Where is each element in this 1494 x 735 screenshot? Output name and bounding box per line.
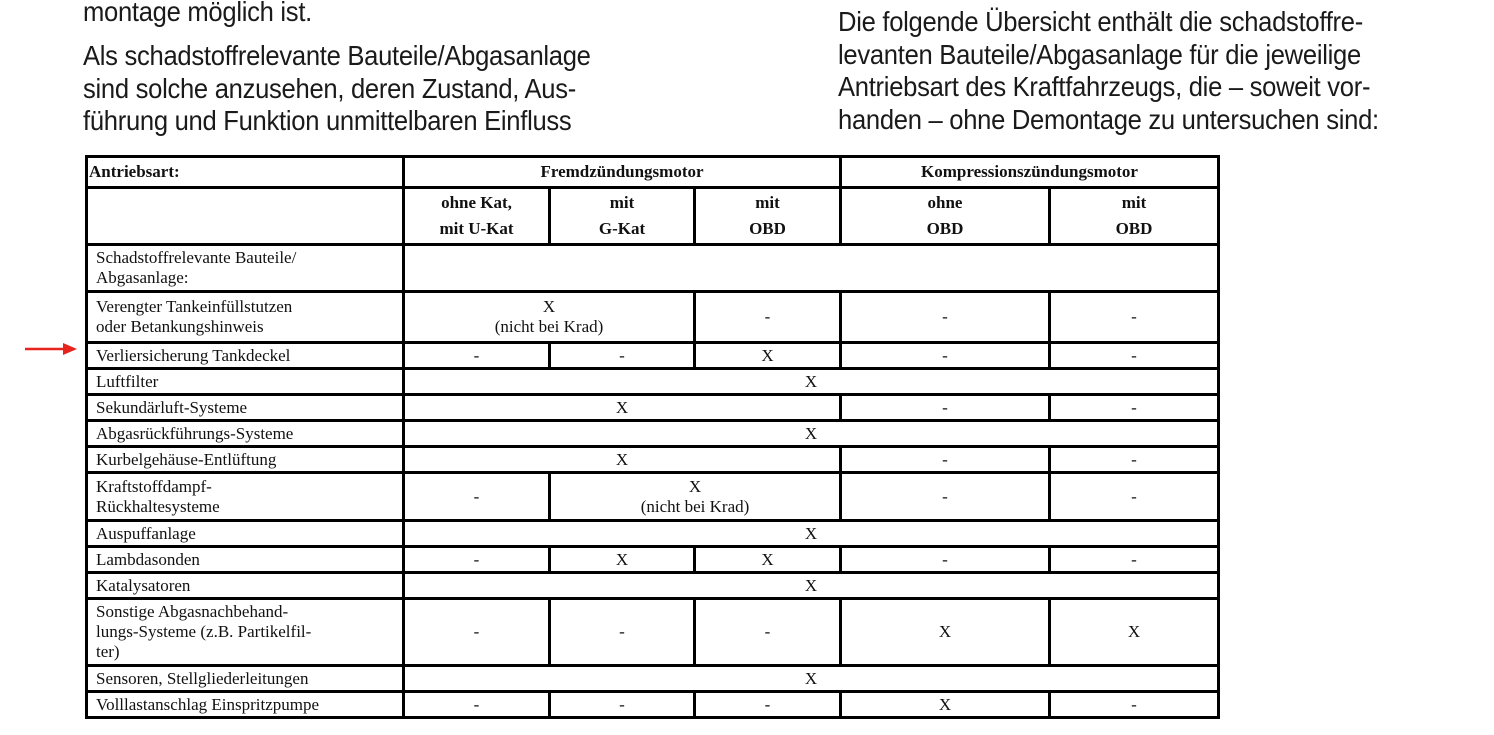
cell-text: X — [938, 622, 952, 641]
table-row — [87, 421, 1219, 447]
table-row — [87, 692, 1219, 718]
cell-text: X — [804, 668, 818, 688]
cell-text: X — [938, 694, 952, 714]
cell-text: - — [942, 486, 948, 506]
cell-text: ter) — [96, 642, 120, 661]
row-label — [87, 666, 404, 692]
value-cell — [841, 599, 1050, 666]
cell-text: Schadstoffrelevante Bauteile/ — [96, 248, 297, 267]
cell-text: - — [619, 345, 625, 365]
value-cell — [550, 599, 695, 666]
value-cell — [841, 447, 1050, 473]
column-header — [695, 188, 841, 245]
value-cell — [404, 343, 550, 369]
cell-text: OBD — [749, 219, 786, 238]
row-label — [87, 292, 404, 343]
cell-text: Sensoren, Stellgliederleitungen — [96, 668, 309, 688]
text-line: levanten Bauteile/Abgasanlage für die jeweilige — [838, 38, 1361, 70]
empty-header — [87, 188, 404, 245]
right-paragraph — [838, 6, 1379, 136]
row-label — [87, 599, 404, 666]
table-row — [87, 395, 1219, 421]
cell-text: X — [804, 575, 818, 595]
cell-text: - — [942, 397, 948, 417]
value-cell — [404, 369, 1219, 395]
cell-text: ohne — [927, 193, 963, 212]
row-label — [87, 395, 404, 421]
cell-text: Lambdasonden — [96, 549, 200, 569]
value-cell — [1050, 343, 1219, 369]
row-label — [87, 421, 404, 447]
value-cell — [841, 292, 1050, 343]
cell-text: Abgasanlage: — [96, 268, 189, 287]
value-cell — [1050, 395, 1219, 421]
cell-text: Verliersicherung Tankdeckel — [96, 345, 291, 365]
cell-text: X — [804, 423, 818, 443]
cell-text: X — [542, 297, 556, 316]
table-row — [87, 521, 1219, 547]
value-cell — [841, 692, 1050, 718]
text-line: Als schadstoffrelevante Bauteile/Abgasanlage — [83, 40, 591, 71]
value-cell — [550, 547, 695, 573]
table-row — [87, 599, 1219, 666]
cell-text: OBD — [1115, 219, 1153, 238]
cell-text: X — [1127, 622, 1141, 641]
row-label — [87, 547, 404, 573]
cell-text: G-Kat — [598, 219, 646, 238]
emission-components-table — [85, 155, 1220, 719]
value-cell — [404, 666, 1219, 692]
cell-text: mit — [609, 193, 635, 212]
group-header — [841, 157, 1219, 188]
cell-text: Luftfilter — [96, 371, 159, 391]
red-arrow-icon — [25, 341, 77, 357]
value-cell — [1050, 447, 1219, 473]
value-cell — [404, 395, 841, 421]
value-cell — [841, 395, 1050, 421]
cell-text: - — [473, 486, 480, 506]
cell-text: - — [942, 549, 948, 569]
table-row — [87, 447, 1219, 473]
value-cell — [404, 521, 1219, 547]
value-cell — [695, 547, 841, 573]
cell-text: Kraftstoffdampf- — [96, 476, 212, 496]
value-cell — [404, 692, 550, 718]
cell-text: - — [1131, 549, 1137, 569]
cell-text: Auspuffanlage — [96, 523, 196, 543]
value-cell — [841, 547, 1050, 573]
cell-text: - — [1131, 486, 1137, 506]
cell-text: Fremdzündungsmotor — [540, 162, 704, 181]
cell-text: Kompressionszündungsmotor — [921, 162, 1138, 181]
cell-text: OBD — [926, 219, 964, 238]
value-cell — [550, 343, 695, 369]
column-header — [550, 188, 695, 245]
table-row — [87, 473, 1219, 521]
value-cell — [404, 599, 550, 666]
value-cell — [404, 573, 1219, 599]
cell-text: X — [615, 397, 629, 417]
column-header — [404, 188, 550, 245]
text-line: führung und Funktion unmittelbaren Einfluss — [83, 105, 572, 136]
value-cell — [695, 343, 841, 369]
value-cell — [1050, 473, 1219, 521]
cell-text: - — [473, 549, 480, 569]
cell-text: Rückhaltesysteme — [96, 496, 220, 516]
value-cell — [841, 473, 1050, 521]
subheader-row — [87, 188, 1219, 245]
row-label — [87, 343, 404, 369]
value-cell — [550, 692, 695, 718]
cell-text: X — [688, 476, 702, 496]
cell-text: - — [942, 345, 948, 365]
cell-text: X — [615, 549, 629, 569]
cell-text: - — [619, 622, 625, 641]
cell-text: oder Betankungshinweis — [96, 317, 264, 336]
column-header — [1050, 188, 1219, 245]
value-cell — [1050, 599, 1219, 666]
table-row — [87, 343, 1219, 369]
value-cell — [695, 599, 841, 666]
value-cell — [695, 292, 841, 343]
value-cell — [404, 292, 695, 343]
row-label — [87, 573, 404, 599]
text-line: montage möglich ist. — [83, 0, 312, 27]
cell-text: - — [942, 307, 948, 326]
cell-text: Sonstige Abgasnachbehand- — [96, 602, 289, 621]
value-cell — [404, 473, 550, 521]
cell-text: - — [764, 307, 771, 326]
cell-text: - — [764, 694, 771, 714]
column-header — [841, 188, 1050, 245]
left-paragraph-end — [83, 0, 312, 29]
table-row — [87, 666, 1219, 692]
cell-text: ohne Kat, — [441, 193, 512, 212]
cell-text: X — [804, 523, 818, 543]
cell-text: mit U-Kat — [439, 219, 514, 238]
value-cell — [1050, 692, 1219, 718]
table-row — [87, 369, 1219, 395]
header-label — [87, 157, 404, 188]
text-line: sind solche anzusehen, deren Zustand, Aus- — [83, 72, 577, 104]
text-line: Antriebsart des Kraftfahrzeugs, die – soweit vor- — [838, 71, 1371, 102]
table-row — [87, 573, 1219, 599]
cell-text: - — [942, 449, 948, 469]
value-cell — [1050, 292, 1219, 343]
row-label — [87, 473, 404, 521]
cell-text: - — [619, 694, 625, 714]
cell-text: Antriebsart: — [89, 162, 180, 181]
row-label — [87, 369, 404, 395]
cell-text: - — [473, 694, 480, 714]
cell-text: X — [804, 371, 818, 391]
cell-text: X — [761, 549, 774, 569]
cell-text: - — [1131, 397, 1137, 417]
cell-text: - — [473, 345, 480, 365]
cell-text: Abgasrückführungs-Systeme — [96, 423, 294, 443]
row-label — [87, 692, 404, 718]
text-line: Die folgende Übersicht enthält die schadstoffre- — [838, 6, 1363, 37]
cell-text: - — [1131, 694, 1137, 714]
text-line: handen – ohne Demontage zu untersuchen sind: — [838, 103, 1379, 135]
left-paragraph — [83, 40, 591, 138]
cell-text: mit — [755, 193, 780, 212]
value-cell — [404, 447, 841, 473]
cell-text: - — [1131, 449, 1137, 469]
table-row — [87, 292, 1219, 343]
table-row — [87, 547, 1219, 573]
cell-text: - — [473, 622, 480, 641]
value-cell — [695, 692, 841, 718]
header-row — [87, 157, 1219, 188]
cell-text: X — [761, 345, 774, 365]
cell-text: lungs-Systeme (z.B. Partikelfil- — [96, 622, 312, 641]
cell-text: Sekundärluft-Systeme — [96, 397, 248, 417]
cell-text: mit — [1121, 193, 1147, 212]
cell-text: Volllastanschlag Einspritzpumpe — [96, 694, 320, 714]
cell-text: (nicht bei Krad) — [494, 317, 604, 336]
cell-text: - — [764, 622, 771, 641]
row-label — [87, 447, 404, 473]
row-label — [87, 521, 404, 547]
value-cell — [550, 473, 841, 521]
cell-text: X — [615, 449, 629, 469]
cell-text: (nicht bei Krad) — [640, 496, 750, 516]
value-cell — [841, 343, 1050, 369]
cell-text: Verengter Tankeinfüllstutzen — [96, 297, 293, 316]
cell-text: Kurbelgehäuse-Entlüftung — [96, 449, 277, 469]
cell-text: - — [1131, 307, 1137, 326]
empty-cell — [404, 245, 1219, 292]
value-cell — [404, 547, 550, 573]
value-cell — [404, 421, 1219, 447]
value-cell — [1050, 547, 1219, 573]
cell-text: Katalysatoren — [96, 575, 191, 595]
cell-text: - — [1131, 345, 1137, 365]
group-header — [404, 157, 841, 188]
section-label — [87, 245, 404, 292]
section-row — [87, 245, 1219, 292]
